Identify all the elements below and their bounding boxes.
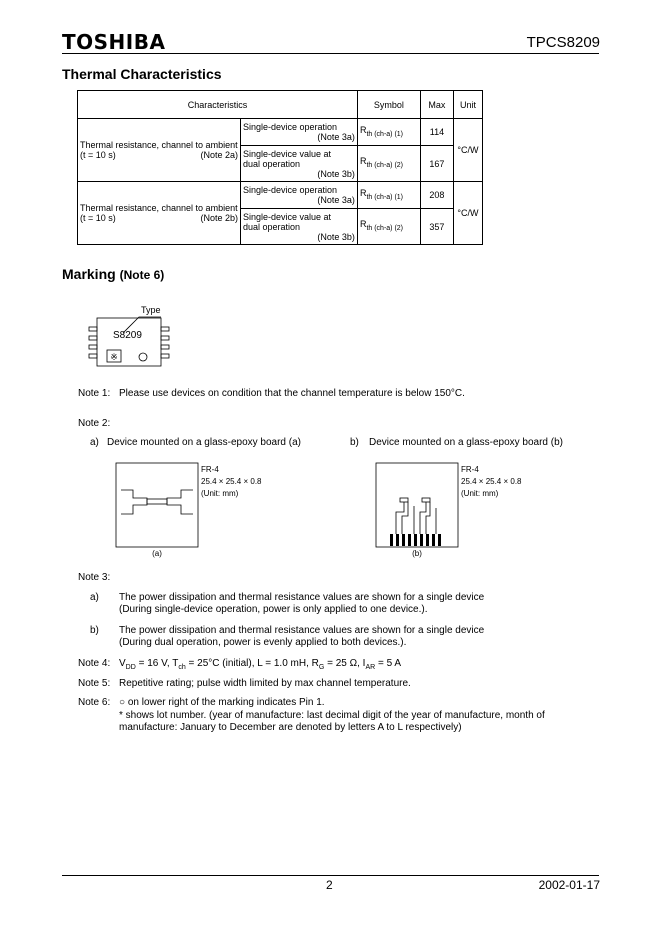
note5-label: Note 5: [78, 678, 111, 689]
device-code: S8209 [113, 330, 142, 341]
thermal-title: Thermal Characteristics [62, 66, 222, 82]
note2a-text: Device mounted on a glass-epoxy board (a) [107, 437, 301, 448]
trace [420, 502, 426, 534]
board-a-diagram [115, 460, 205, 560]
note3b-line2: (During dual operation, power is evenly applied to both devices.). [119, 637, 407, 648]
marking-title [62, 266, 164, 282]
note3a-line1: The power dissipation and thermal resistance values are shown for a single device [119, 592, 485, 603]
note6-line3: manufacture: January to December are denoted by letters A to L respectively) [119, 722, 462, 733]
group-note: (Note 2a) [200, 150, 238, 160]
note4-sub: AR [365, 664, 376, 671]
note4-sub: DD [125, 664, 136, 671]
page-number: 2 [326, 878, 333, 892]
pad [422, 498, 430, 502]
group-unit: °C/W [453, 182, 482, 245]
footer-date: 2002-01-17 [538, 878, 600, 892]
marking-title-text: Marking [62, 266, 116, 282]
package-body [97, 318, 161, 366]
board-unit: (Unit: mm) [461, 489, 499, 498]
board-b-diagram [374, 460, 464, 560]
row-note: (Note 3a) [317, 195, 355, 205]
note3a-label: a) [90, 592, 99, 603]
toshiba-logo: TOSHIBA [62, 30, 166, 54]
board-a-spec [201, 464, 262, 500]
finger [396, 534, 399, 546]
finger [438, 534, 441, 546]
finger [420, 534, 423, 546]
note4-sub: G [318, 664, 325, 671]
note3a-line2: (During single-device operation, power is only applied to one device.). [119, 604, 428, 615]
marking-diagram [85, 300, 175, 372]
group-condition: (t = 10 s) [80, 150, 116, 160]
note5-text: Repetitive rating; pulse width limited by max channel temperature. [119, 678, 411, 689]
finger [408, 534, 411, 546]
note6-line2: * shows lot number. (year of manufacture: last decimal digit of the year of manufacture, month of [119, 710, 545, 721]
board-size: 25.4 × 25.4 × 0.8 [201, 477, 262, 486]
row-max: 114 [420, 119, 453, 146]
board-material: FR-4 [461, 465, 479, 474]
pin [161, 327, 169, 331]
pin [89, 336, 97, 340]
note1-text: Please use devices on condition that the channel temperature is below 150°C. [119, 388, 465, 399]
board-size: 25.4 × 25.4 × 0.8 [461, 477, 522, 486]
row-note: (Note 3a) [317, 132, 355, 142]
note2a-label: a) [90, 437, 99, 448]
footer-rule [62, 875, 599, 876]
note6-label: Note 6: [78, 697, 111, 708]
pin [89, 345, 97, 349]
row-max: 167 [420, 146, 453, 182]
note4-label: Note 4: [78, 658, 111, 669]
finger [390, 534, 393, 546]
row-line2: dual operation [243, 158, 301, 169]
symbol-sub: th (ch-a) (2) [366, 161, 403, 169]
board-material: FR-4 [201, 465, 219, 474]
note3b-line1: The power dissipation and thermal resistance values are shown for a single device [119, 625, 485, 636]
row-line1: Single-device value at [243, 211, 332, 222]
pin [161, 345, 169, 349]
symbol-sub: th (ch-a) (1) [366, 130, 403, 138]
copper-pad-left [121, 490, 147, 514]
row-symbol [357, 182, 420, 209]
group-unit: °C/W [453, 119, 482, 182]
row-line1: Single-device operation [243, 185, 338, 195]
board-outline [116, 463, 198, 547]
row-max: 357 [420, 209, 453, 245]
group-condition: (t = 10 s) [80, 213, 116, 223]
row-condition [241, 182, 358, 209]
group-note: (Note 2b) [200, 213, 238, 223]
row-note: (Note 3b) [317, 168, 355, 179]
thermal-table [77, 90, 483, 245]
group-b-label-cell [78, 182, 241, 245]
board-caption: (a) [152, 549, 162, 558]
pin [161, 354, 169, 358]
trace [426, 502, 430, 534]
note4-sub: ch [178, 664, 186, 671]
symbol-r: R [359, 187, 367, 198]
note2b-text: Device mounted on a glass-epoxy board (b) [369, 437, 563, 448]
finger [402, 534, 405, 546]
board-unit: (Unit: mm) [201, 489, 239, 498]
note2-label: Note 2: [78, 418, 111, 429]
row-note: (Note 3b) [317, 231, 355, 242]
header-symbol: Symbol [357, 91, 420, 119]
board-caption: (b) [412, 549, 422, 558]
note3b-label: b) [90, 625, 99, 636]
row-line2: dual operation [243, 221, 301, 232]
group-label: Thermal resistance, channel to ambient [80, 140, 238, 150]
symbol-sub: th (ch-a) (2) [366, 224, 403, 232]
note3a-text [119, 592, 484, 616]
row-symbol [357, 146, 420, 182]
row-max: 208 [420, 182, 453, 209]
lot-number-icon: ※ [110, 352, 118, 362]
header-rule [62, 53, 599, 54]
copper-pad-right [167, 490, 193, 514]
symbol-sub: th (ch-a) (1) [366, 193, 403, 201]
row-symbol [357, 209, 420, 245]
finger [432, 534, 435, 546]
note3b-text [119, 625, 484, 649]
note4-part: V [119, 658, 126, 669]
row-symbol [357, 119, 420, 146]
trace [402, 502, 408, 534]
finger [426, 534, 429, 546]
note2b-label: b) [350, 437, 359, 448]
board-b-spec [461, 464, 522, 500]
row-condition [241, 146, 358, 182]
note4-text [119, 658, 401, 674]
part-number: TPCS8209 [526, 34, 600, 51]
header-unit: Unit [453, 91, 482, 119]
note4-part: = 25°C (initial), L = 1.0 mH, R [185, 658, 319, 669]
note4-part: = 25 Ω, I [324, 658, 366, 669]
note4-part: = 16 V, T [135, 658, 179, 669]
header-characteristics: Characteristics [78, 91, 358, 119]
row-line1: Single-device operation [243, 122, 338, 132]
group-label: Thermal resistance, channel to ambient [80, 203, 238, 213]
type-label: Type [141, 305, 161, 315]
finger [414, 534, 417, 546]
row-condition [241, 119, 358, 146]
pin [89, 354, 97, 358]
group-a-label-cell [78, 119, 241, 182]
pin [89, 327, 97, 331]
row-condition [241, 209, 358, 245]
symbol-r: R [359, 156, 367, 167]
note6-text [119, 697, 559, 734]
header-max: Max [420, 91, 453, 119]
pin [161, 336, 169, 340]
marking-title-note: (Note 6) [119, 268, 165, 282]
trace [396, 502, 404, 534]
symbol-r: R [359, 219, 367, 230]
note3-label: Note 3: [78, 572, 111, 583]
pin1-marker-icon [139, 353, 147, 361]
note6-line1: ○ on lower right of the marking indicates Pin 1. [119, 697, 325, 708]
device-footprint [147, 499, 167, 504]
note1-label: Note 1: [78, 388, 111, 399]
pad [400, 498, 408, 502]
note4-part: = 5 A [375, 658, 402, 669]
symbol-r: R [359, 124, 367, 135]
row-line1: Single-device value at [243, 148, 332, 159]
